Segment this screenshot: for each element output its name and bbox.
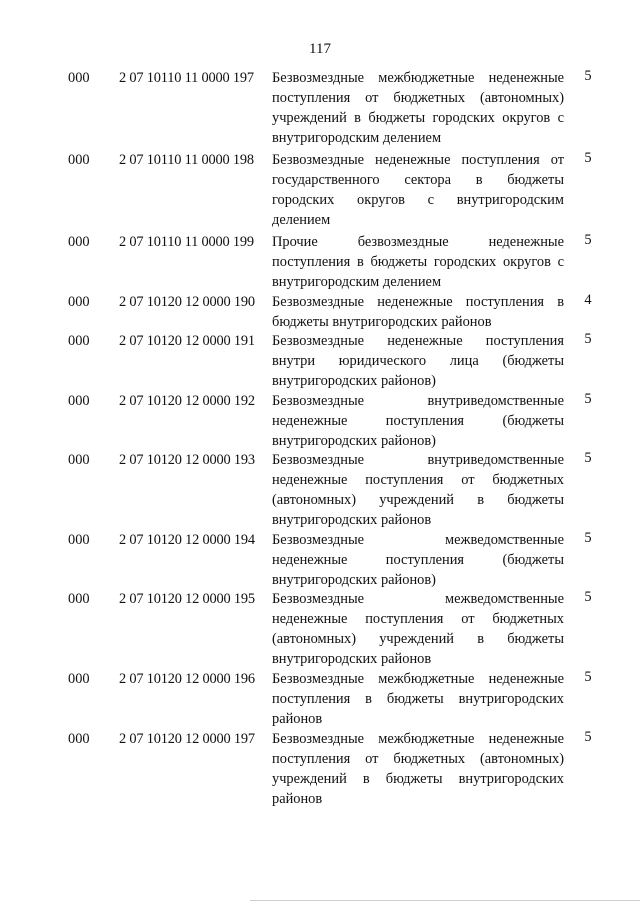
level-number: 5 (584, 68, 592, 84)
admin-code: 000 (68, 152, 90, 168)
level-number: 5 (584, 589, 592, 605)
budget-classification-code: 2 07 10120 12 0000 195 (119, 591, 255, 607)
revenue-description: Безвозмездные неденежные поступления от государственного сектора в бюджеты городских округов с внутригородским делением (272, 152, 564, 228)
budget-classification-code: 2 07 10110 11 0000 199 (119, 234, 254, 250)
revenue-description: Безвозмездные межбюджетные неденежные поступления в бюджеты внутригородских районов (272, 671, 564, 727)
revenue-description: Безвозмездные межбюджетные неденежные поступления от бюджетных (автономных) учреждений в бюджеты городских округов с внутригородским делением (272, 70, 564, 146)
budget-classification-code: 2 07 10120 12 0000 190 (119, 294, 255, 310)
admin-code: 000 (68, 532, 90, 548)
admin-code: 000 (68, 333, 90, 349)
level-number: 5 (584, 331, 592, 347)
level-number: 4 (584, 292, 592, 308)
admin-code: 000 (68, 294, 90, 310)
admin-code: 000 (68, 393, 90, 409)
revenue-description: Безвозмездные межведомственные неденежные поступления (бюджеты внутригородских районов) (272, 532, 564, 588)
admin-code: 000 (68, 731, 90, 747)
level-number: 5 (584, 530, 592, 546)
scan-edge-line (250, 900, 640, 901)
revenue-description: Безвозмездные внутриведомственные неденежные поступления (бюджеты внутригородских районов) (272, 393, 564, 449)
admin-code: 000 (68, 591, 90, 607)
revenue-description: Безвозмездные неденежные поступления внутри юридического лица (бюджеты внутригородских районов) (272, 333, 564, 389)
revenue-description: Прочие безвозмездные неденежные поступления в бюджеты городских округов с внутригородским делением (272, 234, 564, 290)
page-number: 117 (309, 41, 331, 57)
level-number: 5 (584, 391, 592, 407)
budget-classification-code: 2 07 10120 12 0000 191 (119, 333, 255, 349)
budget-classification-code: 2 07 10110 11 0000 197 (119, 70, 254, 86)
level-number: 5 (584, 232, 592, 248)
budget-classification-code: 2 07 10120 12 0000 197 (119, 731, 255, 747)
budget-classification-code: 2 07 10120 12 0000 193 (119, 452, 255, 468)
revenue-description: Безвозмездные внутриведомственные неденежные поступления от бюджетных (автономных) учреждений в бюджеты внутригородских районов (272, 452, 564, 528)
admin-code: 000 (68, 671, 90, 687)
revenue-description: Безвозмездные неденежные поступления в бюджеты внутригородских районов (272, 294, 564, 330)
admin-code: 000 (68, 234, 90, 250)
admin-code: 000 (68, 452, 90, 468)
level-number: 5 (584, 450, 592, 466)
revenue-description: Безвозмездные межбюджетные неденежные поступления от бюджетных (автономных) учреждений в бюджеты внутригородских районов (272, 731, 564, 807)
budget-classification-code: 2 07 10120 12 0000 196 (119, 671, 255, 687)
level-number: 5 (584, 669, 592, 685)
budget-classification-code: 2 07 10120 12 0000 194 (119, 532, 255, 548)
revenue-description: Безвозмездные межведомственные неденежные поступления от бюджетных (автономных) учреждений в бюджеты внутригородских районов (272, 591, 564, 667)
level-number: 5 (584, 729, 592, 745)
budget-classification-code: 2 07 10120 12 0000 192 (119, 393, 255, 409)
admin-code: 000 (68, 70, 90, 86)
budget-classification-code: 2 07 10110 11 0000 198 (119, 152, 254, 168)
level-number: 5 (584, 150, 592, 166)
